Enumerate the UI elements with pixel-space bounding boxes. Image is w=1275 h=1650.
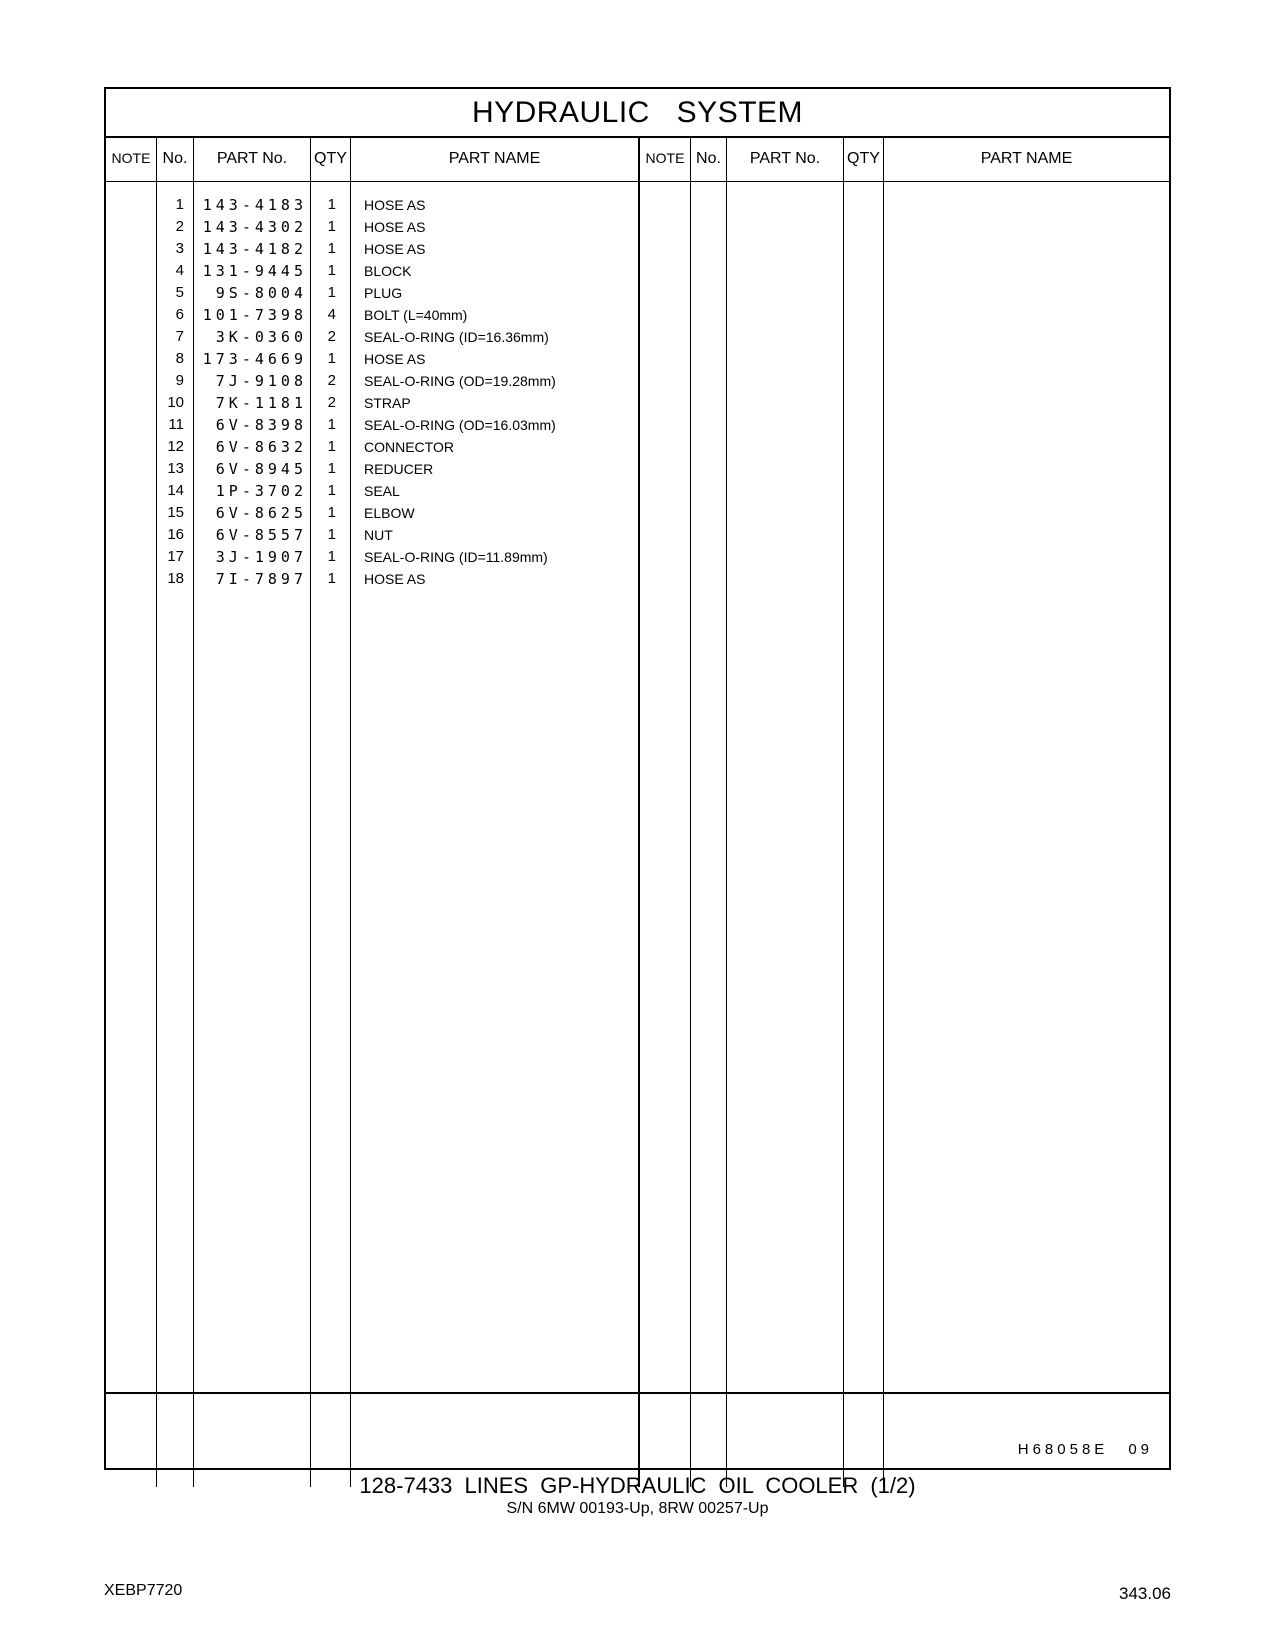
quantity: 2 bbox=[327, 394, 336, 411]
quantity: 1 bbox=[327, 284, 336, 301]
part-number: 3K-0360 bbox=[215, 328, 307, 346]
page-number: 343.06 bbox=[1119, 1584, 1171, 1603]
part-number: 1P-3702 bbox=[215, 482, 307, 500]
part-name: CONNECTOR bbox=[364, 439, 454, 455]
quantity: 1 bbox=[327, 438, 336, 455]
part-number: 143-4182 bbox=[202, 240, 307, 258]
part-number: 131-9445 bbox=[202, 262, 307, 280]
item-number: 16 bbox=[167, 526, 184, 543]
item-number: 1 bbox=[175, 196, 184, 213]
part-name: HOSE AS bbox=[364, 351, 426, 367]
part-number: 7K-1181 bbox=[215, 394, 307, 412]
page-title: HYDRAULIC SYSTEM bbox=[106, 89, 1169, 138]
column-divider bbox=[193, 136, 194, 1487]
header-part-name-right: PART NAME bbox=[980, 150, 1073, 167]
part-number: 3J-1907 bbox=[215, 548, 307, 566]
quantity: 2 bbox=[327, 372, 336, 389]
part-number: 6V-8398 bbox=[215, 416, 307, 434]
part-number: 7J-9108 bbox=[215, 372, 307, 390]
part-name: SEAL bbox=[364, 483, 400, 499]
part-name: NUT bbox=[364, 527, 393, 543]
part-number: 6V-8945 bbox=[215, 460, 307, 478]
header-no-right: No. bbox=[696, 150, 721, 167]
part-name: BLOCK bbox=[364, 263, 412, 279]
item-number: 5 bbox=[175, 284, 184, 301]
drawing-revision: 09 bbox=[1128, 1441, 1153, 1458]
item-number: 9 bbox=[175, 372, 184, 389]
part-name: SEAL-O-RING (OD=16.03mm) bbox=[364, 417, 556, 433]
item-number: 4 bbox=[175, 262, 184, 279]
part-number: 9S-8004 bbox=[215, 284, 307, 302]
item-number: 13 bbox=[167, 460, 184, 477]
part-name: BOLT (L=40mm) bbox=[364, 307, 468, 323]
quantity: 1 bbox=[327, 548, 336, 565]
quantity: 1 bbox=[327, 218, 336, 235]
quantity: 1 bbox=[327, 570, 336, 587]
column-divider bbox=[350, 136, 351, 1487]
header-qty: QTY bbox=[314, 150, 347, 167]
group-title: 128-7433 LINES GP-HYDRAULIC OIL COOLER (1/2) bbox=[359, 1473, 916, 1498]
item-number: 12 bbox=[167, 438, 184, 455]
header-note-right: NOTE bbox=[645, 150, 685, 166]
part-name: REDUCER bbox=[364, 461, 434, 477]
quantity: 1 bbox=[327, 526, 336, 543]
part-name: SEAL-O-RING (ID=16.36mm) bbox=[364, 329, 549, 345]
part-name: HOSE AS bbox=[364, 219, 426, 235]
quantity: 2 bbox=[327, 328, 336, 345]
item-number: 15 bbox=[167, 504, 184, 521]
column-divider bbox=[690, 136, 691, 1487]
part-name: SEAL-O-RING (ID=11.89mm) bbox=[364, 549, 548, 565]
item-number: 10 bbox=[167, 394, 184, 411]
header-note: NOTE bbox=[111, 150, 151, 166]
column-divider bbox=[883, 136, 884, 1487]
item-number: 2 bbox=[175, 218, 184, 235]
part-name: ELBOW bbox=[364, 505, 415, 521]
item-number: 7 bbox=[175, 328, 184, 345]
header-part-no-right: PART No. bbox=[749, 150, 821, 167]
quantity: 4 bbox=[327, 306, 336, 323]
part-number: 143-4302 bbox=[202, 218, 307, 236]
quantity: 1 bbox=[327, 482, 336, 499]
part-name: HOSE AS bbox=[364, 241, 426, 257]
part-number: 101-7398 bbox=[202, 306, 307, 324]
item-number: 18 bbox=[167, 570, 184, 587]
header-qty-right: QTY bbox=[847, 150, 880, 167]
part-name: HOSE AS bbox=[364, 571, 426, 587]
item-number: 11 bbox=[168, 416, 184, 433]
part-name: SEAL-O-RING (OD=19.28mm) bbox=[364, 373, 556, 389]
quantity: 1 bbox=[327, 460, 336, 477]
part-number: 6V-8625 bbox=[215, 504, 307, 522]
quantity: 1 bbox=[327, 240, 336, 257]
header-no: No. bbox=[162, 150, 188, 167]
column-divider bbox=[843, 136, 844, 1487]
part-name: HOSE AS bbox=[364, 197, 426, 213]
serial-numbers: S/N 6MW 00193-Up, 8RW 00257-Up bbox=[506, 1500, 769, 1517]
item-number: 3 bbox=[175, 240, 184, 257]
quantity: 1 bbox=[327, 504, 336, 521]
document-id: XEBP7720 bbox=[104, 1582, 183, 1599]
part-number: 7I-7897 bbox=[215, 570, 307, 588]
item-number: 17 bbox=[167, 548, 184, 565]
item-number: 14 bbox=[167, 482, 184, 499]
quantity: 1 bbox=[327, 196, 336, 213]
part-number: 143-4183 bbox=[202, 196, 307, 214]
item-number: 6 bbox=[175, 306, 184, 323]
column-divider bbox=[726, 136, 727, 1487]
quantity: 1 bbox=[327, 262, 336, 279]
parts-table-frame bbox=[104, 87, 1171, 1470]
item-number: 8 bbox=[175, 350, 184, 367]
part-number: 6V-8632 bbox=[215, 438, 307, 456]
header-part-no: PART No. bbox=[216, 150, 288, 167]
drawing-code: H68058E bbox=[1017, 1441, 1109, 1458]
part-number: 6V-8557 bbox=[215, 526, 307, 544]
header-part-name: PART NAME bbox=[448, 150, 541, 167]
part-name: PLUG bbox=[364, 285, 403, 301]
part-name: STRAP bbox=[364, 395, 411, 411]
drawing-number bbox=[1018, 1441, 1153, 1458]
part-number: 173-4669 bbox=[202, 350, 307, 368]
quantity: 1 bbox=[327, 416, 336, 433]
quantity: 1 bbox=[327, 350, 336, 367]
